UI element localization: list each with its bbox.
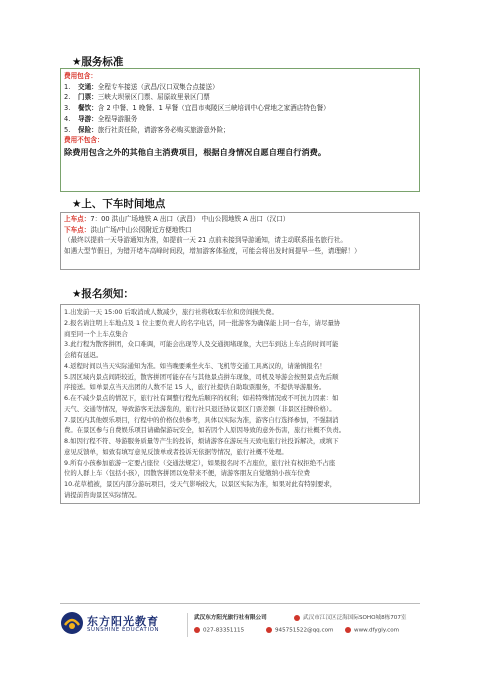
notes-line: 7.景区内其他娱乐项目，行程中的价格仅供参考，具体以实际为准，游客自行选择参加，不强制消 <box>64 415 339 424</box>
pickup-note-2: 如遇大型节假日，为错开堵车高峰时间段，增加游客体验度，可能会将出发时间提早一些，请理解！） <box>64 247 361 256</box>
notes-line: 4.返程时间以当天实际通知为准。如当晚要乘坐火车、飞机等交通工具离汉的，请谨慎报名！ <box>64 361 326 370</box>
boarding-point: 上车点：7：00 洪山广场地铁 A 出口（武昌） 中山公园地铁 A 出口（汉口） <box>64 215 290 223</box>
logo-text-en: SUNSHINE EDUCATION <box>87 627 160 633</box>
notes-line: 5.因区域内景点间距较近，散客拼团可能存在与其他景点拼车现象，司机及导游会按照景点先后顺 <box>64 372 339 381</box>
excluded-heading: 费用不包含： <box>64 136 104 145</box>
company-logo <box>60 611 180 639</box>
notes-list <box>61 305 419 503</box>
service-item-5: 5. 保险：旅行社责任险，请游客务必购买旅游意外险； <box>64 125 230 134</box>
notes-line: 商至同一个上车点集合 <box>64 329 128 338</box>
notes-line: 8.如因行程不符、导游服务质量等产生的投诉，烦请游客在游玩当天致电旅行社投诉解决，或填下 <box>64 437 339 445</box>
service-item-3: 3. 餐饮：含 2 中餐、1 晚餐、1 早餐（宜昌市夷陵区三峡培训中心营地之家酒店特色餐） <box>64 104 330 113</box>
company-name: 武汉东方阳光旅行社有限公司 <box>194 615 267 621</box>
mail-icon <box>266 627 272 633</box>
services-box <box>60 68 420 192</box>
pickup-title: ★上、下车时间地点 <box>72 198 166 210</box>
footer-divider <box>60 603 420 604</box>
location-icon <box>294 615 300 621</box>
pickup-note-1: （最终以提前一天导游通知为准，如提前一天 21 点前未接到导游通知，请主动联系报名旅行社。 <box>64 236 347 245</box>
company-phone: 027-83351115 <box>194 627 244 634</box>
notes-line: 9.所有小孩参加旅游一定要占座位（交通法规定），如果报名时不占座位，旅行社有权拒绝不占座 <box>64 458 336 467</box>
notes-box <box>60 304 420 504</box>
notes-line: 2.报名请注明上车地点及 1 位主要负责人的名字电话，同一批游客为确保能上同一台车，请尽量协 <box>64 318 341 327</box>
logo-text-cn: 东方阳光教育 <box>87 615 159 628</box>
service-item-2: 2. 门票：三峡大坝景区门票、屈原故里景区门票 <box>64 93 210 102</box>
dropoff-point: 下车点：洪山广场/中山公园附近方便地铁口 <box>64 225 192 234</box>
company-address: 武汉市江汉区泛海国际SOHO城8栋707室 <box>294 613 407 621</box>
included-heading: 费用包含： <box>64 72 97 80</box>
footer-separator <box>187 613 188 637</box>
company-qq: 945751522@qq.com <box>266 627 333 634</box>
sunshine-logo-icon <box>60 611 84 635</box>
phone-icon <box>194 627 200 633</box>
notes-line: 请提前咨询景区实际情况。 <box>64 490 141 499</box>
service-item-4: 4. 导游：全程导游服务 <box>64 114 138 123</box>
notes-line: 费。在景区参与自费娱乐项目请确保游玩安全，如若因个人原因导致的意外伤害，旅行社概不负责。 <box>64 426 346 435</box>
excluded-text: 除费用包含之外的其他自主消费项目，根据自身情况自愿自理自行消费。 <box>64 146 327 157</box>
service-item-1: 1. 交通：全程专车接送（武昌/汉口双集合点接送） <box>64 82 219 91</box>
globe-icon <box>345 627 351 633</box>
notes-line: 会稍有延迟。 <box>64 351 103 359</box>
notes-line: 意见反馈单，如致有填写意见反馈单或者投诉无依据等情况，旅行社概不处理。 <box>64 447 288 456</box>
notes-line: 位的人群上车（包括小孩），因散客拼团以免带来不便，请游客朋友自觉缴纳小孩车位费 <box>64 469 311 478</box>
notes-line: 天气、交通等情况，导致游客无法游览的，旅行社只退还协议景区门票差额（非景区挂牌价格）。 <box>64 404 336 413</box>
notes-line: 3.此行程为散客拼团，众口难调，可能会出现等人及交通拥堵现象，大巴车到达上车点的时间可能 <box>64 340 339 349</box>
notes-line: 10.花草植被，景区内部分游玩项目，受天气影响较大，以景区实际为准，如果对此有特别要求， <box>64 480 337 488</box>
notes-line: 序接送。如单景点当天出团的人数不足 15 人，旅行社提供自助取票服务，不提供导游服务。 <box>64 383 326 392</box>
notes-line: 1.出发前一天 15:00 后取消成人数减少，旅行社将收取车位和房间损失费。 <box>64 308 278 316</box>
notes-line: 6.在不减少景点的情况下，旅行社有调整行程先后顺序的权利；如若特殊情况或不可抗力因素：如 <box>64 394 339 402</box>
pickup-box <box>60 212 420 270</box>
notes-title: ★报名须知： <box>72 288 134 300</box>
company-website[interactable]: www.dfygly.com <box>345 627 399 634</box>
services-title: ★服务标准 <box>72 56 124 68</box>
